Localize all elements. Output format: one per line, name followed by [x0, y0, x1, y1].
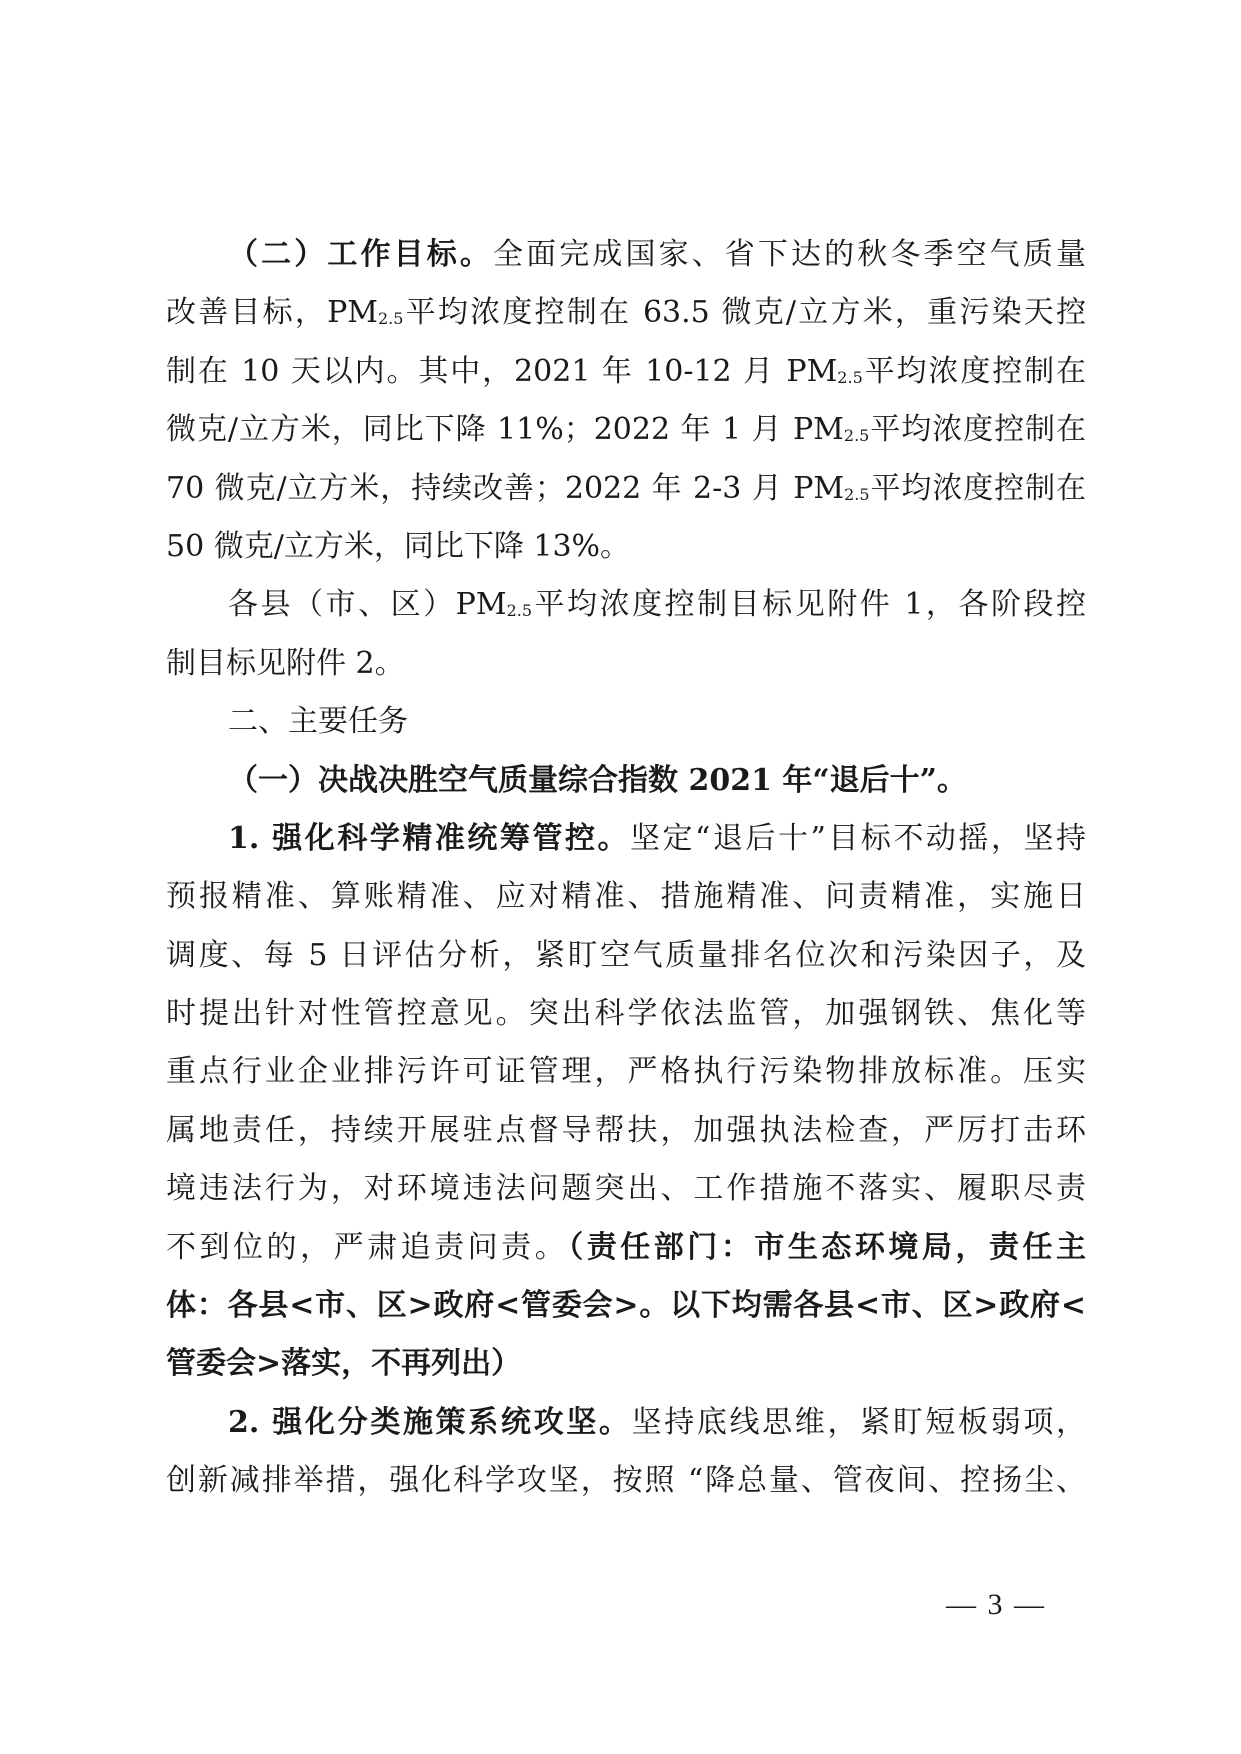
goal-paragraph-line-3: 制在 10 天以内。其中，2021 年 10-12 月 $PM_{2.5}$平均浓度控制在 — [166, 353, 1086, 389]
task1-paragraph-line-6: 属地责任，持续开展驻点督导帮扶，加强执法检查，严厉打击环 — [166, 1112, 1086, 1148]
task1-paragraph-line-5: 重点行业企业排污许可证管理，严格执行污染物排放标准。压实 — [166, 1054, 1086, 1090]
task1-paragraph-line-10: 管委会>落实，不再列出） — [166, 1346, 522, 1382]
task2-heading: 2. 强化分类施策系统攻坚。 — [228, 1404, 632, 1440]
task1-paragraph-line-1: 1. 强化科学精准统筹管控。坚定“退后十”目标不动摇，坚持 — [228, 820, 1086, 856]
task1-paragraph-line-3: 调度、每 5 日评估分析，紧盯空气质量排名位次和污染因子，及 — [166, 937, 1086, 973]
subsection-heading-1: （一）决战决胜空气质量综合指数 2021 年“退后十”。 — [228, 762, 967, 798]
task1-paragraph-line-2: 预报精准、算账精准、应对精准、措施精准、问责精准，实施日 — [166, 879, 1086, 915]
goal-paragraph-line-1: （二）工作目标。全面完成国家、省下达的秋冬季空气质量 — [228, 237, 1086, 272]
task2-paragraph-line-2: 创新减排举措，强化科学攻坚，按照 “降总量、管夜间、控扬尘、 — [166, 1463, 1086, 1499]
section-heading-main-tasks: 二、主要任务 — [228, 704, 408, 740]
page-number: — 3 — — [946, 1588, 1046, 1621]
responsibility-note: （责任部门：市生态环境局，责任主 — [568, 1229, 1086, 1265]
goal-paragraph-line-5: 70 微克/立方米，持续改善；2022 年 2-3 月 $PM_{2.5}$平均浓度控制在 — [166, 470, 1086, 506]
task1-heading: 1. 强化科学精准统筹管控。 — [228, 820, 631, 856]
county-paragraph-line-2: 制目标见附件 2。 — [166, 645, 405, 681]
goal-paragraph-line-4: 微克/立方米，同比下降 11%；2022 年 1 月 $PM_{2.5}$平均浓度控制在 — [166, 412, 1086, 448]
task1-paragraph-line-4: 时提出针对性管控意见。突出科学依法监管，加强钢铁、焦化等 — [166, 996, 1086, 1032]
task1-paragraph-line-8: 不到位的，严肃追责问责。（责任部门：市生态环境局，责任主 — [166, 1229, 1086, 1265]
goal-paragraph-line-6: 50 微克/立方米，同比下降 13%。 — [166, 528, 631, 564]
task1-paragraph-line-9: 体：各县<市、区>政府<管委会>。以下均需各县<市、区>政府< — [166, 1288, 1086, 1324]
county-paragraph-line-1: 各县（市、区）$PM_{2.5}$平均浓度控制目标见附件 1，各阶段控 — [228, 587, 1086, 623]
document-page — [166, 226, 1086, 1511]
task1-paragraph-line-7: 境违法行为，对环境违法问题突出、工作措施不落实、履职尽责 — [166, 1171, 1086, 1207]
goal-heading: （二）工作目标。 — [228, 237, 493, 272]
goal-paragraph-line-2: 改善目标，$PM_{2.5}$平均浓度控制在 63.5 微克/立方米，重污染天控 — [166, 295, 1086, 331]
task2-paragraph-line-1: 2. 强化分类施策系统攻坚。坚持底线思维，紧盯短板弱项， — [228, 1404, 1086, 1440]
